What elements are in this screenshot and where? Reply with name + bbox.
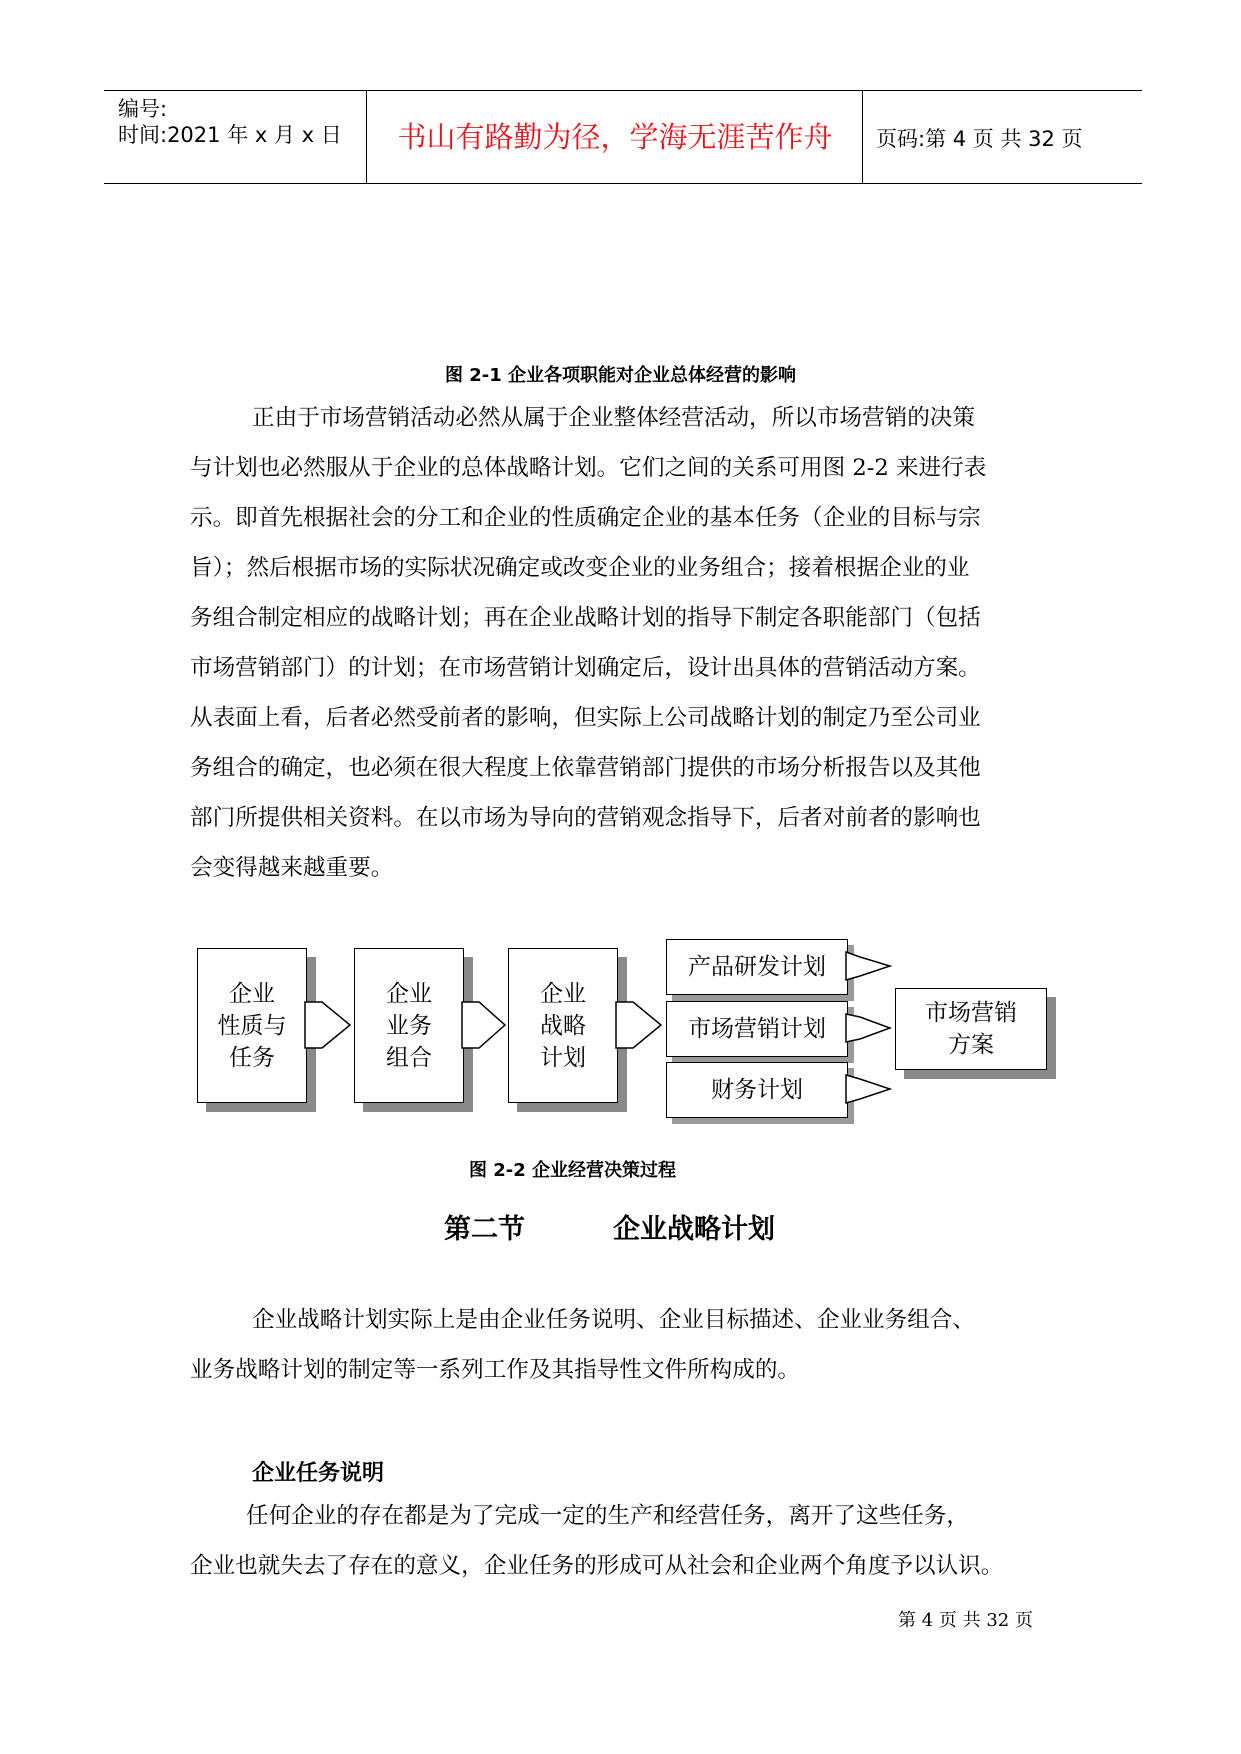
diagram-box-marketing-plan: 市场营销计划 [666,1001,848,1057]
paragraph-line: 示。即首先根据社会的分工和企业的性质确定企业的基本任务（企业的目标与宗 [190,505,981,531]
diagram-box-strategic-plan: 企业 战略 计划 [508,948,618,1103]
arrow-icon [462,1002,505,1048]
diagram-box-business-portfolio: 企业 业务 组合 [354,948,464,1103]
arrow-icon [846,952,890,980]
paragraph-line: 与计划也必然服从于企业的总体战略计划。它们之间的关系可用图 2-2 来进行表 [190,455,987,481]
document-time-label: 时间:2021 年 x 月 x 日 [118,123,342,147]
paragraph-line: 企业战略计划实际上是由企业任务说明、企业目标描述、企业业务组合、 [252,1307,975,1333]
paragraph-line: 务组合制定相应的战略计划；再在企业战略计划的指导下制定各职能部门（包括 [190,605,981,631]
arrow-icon [846,1075,890,1103]
arrow-icon [846,1014,890,1042]
arrow-icon [616,1002,661,1048]
paragraph-line: 市场营销部门）的计划；在市场营销计划确定后，设计出具体的营销活动方案。 [190,655,981,681]
section-number: 第二节 [444,1214,525,1245]
figure-1-caption: 图 2-1 企业各项职能对企业总体经营的影响 [444,365,797,386]
section-title: 企业战略计划 [613,1214,775,1245]
diagram-box-rd-plan: 产品研发计划 [666,939,848,995]
paragraph-line: 部门所提供相关资料。在以市场为导向的营销观念指导下，后者对前者的影响也 [190,805,981,831]
paragraph-line: 业务战略计划的制定等一系列工作及其指导性文件所构成的。 [190,1357,801,1383]
page-footer: 第 4 页 共 32 页 [898,1610,1033,1631]
document-number-label: 编号: [118,97,168,121]
figure-2-caption: 图 2-2 企业经营决策过程 [468,1160,677,1181]
paragraph-line: 旨）；然后根据市场的实际状况确定或改变企业的业务组合；接着根据企业的业 [190,555,970,581]
subheading-mission-statement: 企业任务说明 [252,1461,385,1486]
diagram-box-finance-plan: 财务计划 [666,1062,848,1118]
paragraph-line: 正由于市场营销活动必然从属于企业整体经营活动，所以市场营销的决策 [252,405,975,431]
arrow-icon [305,1002,350,1048]
paragraph-line: 企业也就失去了存在的意义，企业任务的形成可从社会和企业两个角度予以认识。 [190,1553,1004,1579]
header-motto: 书山有路勤为径，学海无涯苦作舟 [397,120,833,154]
paragraph-line: 会变得越来越重要。 [190,855,394,881]
diagram-box-nature-and-mission: 企业 性质与 任务 [197,948,307,1103]
header-page-info: 页码:第 4 页 共 32 页 [876,127,1083,151]
paragraph-line: 从表面上看，后者必然受前者的影响，但实际上公司战略计划的制定乃至公司业 [190,705,981,731]
paragraph-line: 任何企业的存在都是为了完成一定的生产和经营任务，离开了这些任务， [246,1503,969,1529]
diagram-box-marketing-program: 市场营销 方案 [895,988,1047,1070]
paragraph-line: 务组合的确定，也必须在很大程度上依靠营销部门提供的市场分析报告以及其他 [190,755,981,781]
